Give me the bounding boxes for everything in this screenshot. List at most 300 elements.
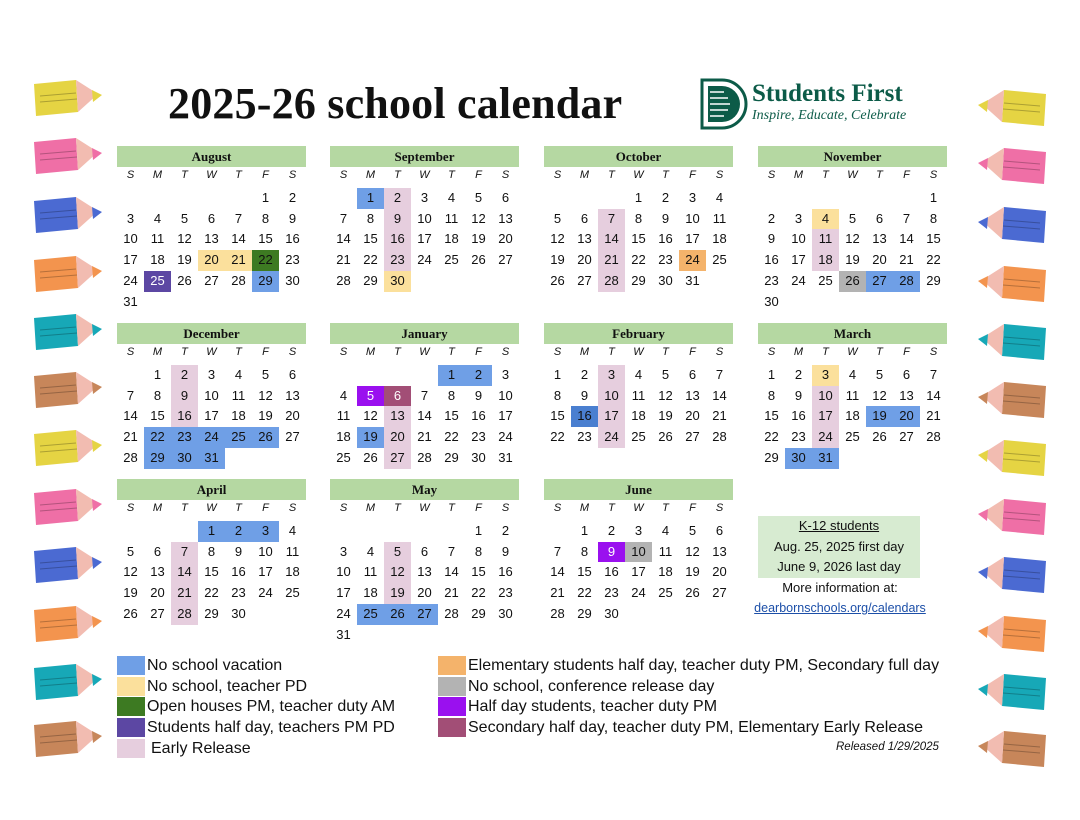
- day-cell: 31: [198, 448, 225, 469]
- weekday-header: S: [339, 502, 348, 514]
- month-days-grid: [330, 344, 519, 469]
- day-cell: 20: [685, 408, 700, 424]
- day-cell: 28: [336, 272, 351, 288]
- day-cell: 21: [225, 250, 252, 271]
- month-january: [330, 323, 519, 469]
- day-cell: 6: [207, 210, 216, 226]
- weekday-header: F: [475, 169, 482, 181]
- weekday-header: M: [793, 346, 804, 358]
- day-cell: 13: [417, 564, 432, 580]
- day-cell: 8: [474, 543, 483, 559]
- day-cell: 14: [926, 387, 941, 403]
- day-cell: 23: [231, 585, 246, 601]
- pencil-icon: [32, 545, 104, 585]
- weekday-header: F: [475, 346, 482, 358]
- weekday-header: S: [553, 346, 562, 358]
- day-cell: 2: [288, 189, 297, 205]
- day-cell: 17: [336, 585, 351, 601]
- pencil-icon: [32, 662, 104, 702]
- month-days-grid: [758, 344, 947, 469]
- day-cell: 24: [258, 585, 273, 601]
- day-cell: 20: [285, 408, 300, 424]
- weekday-header: F: [689, 502, 696, 514]
- day-cell: 24: [679, 250, 706, 271]
- day-cell: 13: [899, 387, 914, 403]
- day-cell: 16: [571, 406, 598, 427]
- day-cell: 14: [123, 408, 138, 424]
- day-cell: 7: [126, 387, 135, 403]
- day-cell: 3: [339, 543, 348, 559]
- info-panel: [752, 516, 928, 619]
- day-cell: 27: [899, 429, 914, 445]
- day-cell: 16: [384, 229, 411, 250]
- month-days-grid: [544, 500, 733, 625]
- day-cell: 2: [580, 366, 589, 382]
- day-cell: 7: [929, 366, 938, 382]
- day-cell: 11: [631, 387, 646, 403]
- day-cell: 10: [417, 210, 432, 226]
- day-cell: 11: [363, 564, 378, 580]
- month-name: February: [544, 323, 733, 344]
- legend-label: Half day students, teacher duty PM: [468, 698, 718, 715]
- pencil-icon: [32, 78, 104, 118]
- legend-label: No school, conference release day: [468, 678, 715, 695]
- day-cell: 15: [204, 564, 219, 580]
- pencil-icon: [976, 614, 1048, 654]
- day-cell: 18: [812, 250, 839, 271]
- day-cell: 28: [171, 604, 198, 625]
- month-name: January: [330, 323, 519, 344]
- day-cell: 22: [631, 252, 646, 268]
- month-days-grid: [117, 167, 306, 313]
- day-cell: 12: [471, 210, 486, 226]
- day-cell: 18: [845, 408, 860, 424]
- day-cell: 10: [123, 231, 138, 247]
- empty-cell: [544, 521, 571, 542]
- day-cell: 1: [153, 366, 162, 382]
- day-cell: 28: [550, 605, 565, 621]
- weekday-header: T: [448, 346, 455, 358]
- weekday-header: T: [181, 169, 188, 181]
- day-cell: 4: [848, 366, 857, 382]
- weekday-header: M: [579, 346, 590, 358]
- day-cell: 21: [550, 585, 565, 601]
- weekday-header: W: [847, 169, 858, 181]
- day-cell: 25: [818, 272, 833, 288]
- day-cell: 22: [550, 429, 565, 445]
- weekday-header: S: [501, 346, 510, 358]
- empty-cell: [171, 188, 198, 209]
- day-cell: 7: [234, 210, 243, 226]
- day-cell: 2: [794, 366, 803, 382]
- day-cell: 24: [498, 429, 513, 445]
- day-cell: 22: [363, 252, 378, 268]
- day-cell: 21: [926, 408, 941, 424]
- day-cell: 7: [553, 543, 562, 559]
- day-cell: 4: [715, 189, 724, 205]
- day-cell: 10: [685, 210, 700, 226]
- day-cell: 2: [225, 521, 252, 542]
- day-cell: 18: [658, 564, 673, 580]
- weekday-header: T: [394, 502, 401, 514]
- day-cell: 16: [171, 406, 198, 427]
- weekday-header: T: [662, 169, 669, 181]
- weekday-header: T: [181, 502, 188, 514]
- empty-cell: [544, 188, 571, 209]
- day-cell: 29: [471, 605, 486, 621]
- day-cell: 16: [231, 564, 246, 580]
- month-name: June: [544, 479, 733, 500]
- empty-cell: [839, 188, 866, 209]
- day-cell: 23: [791, 429, 806, 445]
- day-cell: 12: [123, 564, 138, 580]
- day-cell: 4: [153, 210, 162, 226]
- day-cell: 5: [126, 543, 135, 559]
- day-cell: 30: [471, 449, 486, 465]
- weekday-header: S: [288, 502, 297, 514]
- weekday-header: M: [365, 502, 376, 514]
- day-cell: 17: [791, 252, 806, 268]
- day-cell: 25: [285, 585, 300, 601]
- day-cell: 27: [204, 272, 219, 288]
- day-cell: 6: [501, 189, 510, 205]
- day-cell: 6: [288, 366, 297, 382]
- day-cell: 24: [812, 427, 839, 448]
- day-cell: 23: [285, 252, 300, 268]
- empty-cell: [330, 188, 357, 209]
- month-days-grid: [117, 500, 306, 625]
- weekday-header: S: [339, 169, 348, 181]
- day-cell: 5: [357, 386, 384, 407]
- day-cell: 29: [577, 605, 592, 621]
- legend-label: Secondary half day, teacher duty PM, Elementary Early Release: [468, 719, 924, 736]
- k12-heading: K-12 students: [798, 518, 880, 533]
- weekday-header: T: [181, 346, 188, 358]
- day-cell: 5: [384, 542, 411, 563]
- weekday-header: W: [633, 346, 644, 358]
- legend-label: Students half day, teachers PM PD: [147, 719, 395, 736]
- weekday-header: F: [262, 346, 269, 358]
- day-cell: 26: [550, 272, 565, 288]
- empty-cell: [357, 365, 384, 386]
- day-cell: 16: [285, 231, 300, 247]
- day-cell: 27: [712, 585, 727, 601]
- day-cell: 8: [366, 210, 375, 226]
- day-cell: 6: [580, 210, 589, 226]
- day-cell: 22: [144, 427, 171, 448]
- weekday-header: W: [419, 346, 430, 358]
- weekday-header: S: [501, 169, 510, 181]
- logo-tagline: Inspire, Educate, Celebrate: [752, 108, 907, 123]
- weekday-header: F: [262, 502, 269, 514]
- empty-cell: [866, 188, 893, 209]
- day-cell: 23: [471, 429, 486, 445]
- calendars-link[interactable]: dearbornschools.org/calendars: [754, 601, 926, 615]
- day-cell: 5: [688, 522, 697, 538]
- day-cell: 13: [872, 231, 887, 247]
- day-cell: 16: [764, 252, 779, 268]
- weekday-header: T: [822, 169, 829, 181]
- legend-swatch: [117, 697, 145, 716]
- day-cell: 27: [411, 604, 438, 625]
- weekday-header: M: [152, 346, 163, 358]
- day-cell: 22: [926, 252, 941, 268]
- day-cell: 3: [252, 521, 279, 542]
- day-cell: 28: [231, 272, 246, 288]
- day-cell: 13: [204, 231, 219, 247]
- weekday-header: T: [608, 169, 615, 181]
- day-cell: 5: [875, 366, 884, 382]
- day-cell: 20: [498, 231, 513, 247]
- day-cell: 27: [150, 605, 165, 621]
- day-cell: 10: [791, 231, 806, 247]
- month-february: [544, 323, 733, 448]
- day-cell: 25: [712, 252, 727, 268]
- weekday-header: T: [662, 502, 669, 514]
- day-cell: 2: [465, 365, 492, 386]
- day-cell: 29: [631, 272, 646, 288]
- day-cell: 15: [444, 408, 459, 424]
- empty-cell: [598, 188, 625, 209]
- day-cell: 21: [336, 252, 351, 268]
- day-cell: 8: [261, 210, 270, 226]
- day-cell: 18: [631, 408, 646, 424]
- day-cell: 23: [577, 429, 592, 445]
- month-name: December: [117, 323, 306, 344]
- month-name: May: [330, 479, 519, 500]
- day-cell: 20: [577, 252, 592, 268]
- day-cell: 16: [658, 231, 673, 247]
- day-cell: 22: [471, 585, 486, 601]
- empty-cell: [384, 521, 411, 542]
- day-cell: 18: [231, 408, 246, 424]
- day-cell: 7: [339, 210, 348, 226]
- empty-cell: [330, 521, 357, 542]
- day-cell: 22: [252, 250, 279, 271]
- weekday-header: S: [767, 346, 776, 358]
- day-cell: 28: [893, 271, 920, 292]
- day-cell: 19: [685, 564, 700, 580]
- day-cell: 2: [171, 365, 198, 386]
- day-cell: 7: [447, 543, 456, 559]
- day-cell: 3: [634, 522, 643, 538]
- weekday-header: T: [822, 346, 829, 358]
- weekday-header: T: [448, 169, 455, 181]
- weekday-header: M: [152, 169, 163, 181]
- day-cell: 18: [285, 564, 300, 580]
- day-cell: 24: [123, 272, 138, 288]
- month-days-grid: [758, 167, 947, 313]
- day-cell: 2: [501, 522, 510, 538]
- day-cell: 13: [150, 564, 165, 580]
- weekday-header: M: [152, 502, 163, 514]
- day-cell: 24: [336, 605, 351, 621]
- day-cell: 26: [685, 585, 700, 601]
- day-cell: 19: [258, 408, 273, 424]
- day-cell: 20: [872, 252, 887, 268]
- dearborn-logo-icon: [700, 78, 748, 130]
- day-cell: 8: [207, 543, 216, 559]
- day-cell: 6: [688, 366, 697, 382]
- day-cell: 26: [123, 605, 138, 621]
- weekday-header: W: [419, 169, 430, 181]
- day-cell: 27: [285, 429, 300, 445]
- pencil-icon: [32, 428, 104, 468]
- day-cell: 19: [658, 408, 673, 424]
- month-days-grid: [330, 500, 519, 646]
- day-cell: 30: [785, 448, 812, 469]
- day-cell: 9: [234, 543, 243, 559]
- day-cell: 18: [150, 252, 165, 268]
- month-name: September: [330, 146, 519, 167]
- day-cell: 15: [577, 564, 592, 580]
- legend-swatch: [438, 697, 466, 716]
- last-day-text: June 9, 2026 last day: [777, 559, 901, 574]
- day-cell: 21: [123, 429, 138, 445]
- day-cell: 30: [285, 272, 300, 288]
- legend-label: No school vacation: [147, 657, 283, 674]
- weekday-header: F: [689, 346, 696, 358]
- legend-swatch: [117, 718, 145, 737]
- day-cell: 1: [580, 522, 589, 538]
- day-cell: 21: [712, 408, 727, 424]
- weekday-header: T: [394, 346, 401, 358]
- day-cell: 26: [471, 252, 486, 268]
- day-cell: 19: [357, 427, 384, 448]
- day-cell: 15: [764, 408, 779, 424]
- day-cell: 23: [498, 585, 513, 601]
- day-cell: 11: [845, 387, 860, 403]
- day-cell: 24: [598, 427, 625, 448]
- weekday-header: S: [767, 169, 776, 181]
- weekday-header: T: [662, 346, 669, 358]
- day-cell: 1: [929, 189, 938, 205]
- day-cell: 4: [634, 366, 643, 382]
- day-cell: 27: [685, 429, 700, 445]
- day-cell: 21: [899, 252, 914, 268]
- day-cell: 29: [444, 449, 459, 465]
- pencil-icon: [976, 264, 1048, 304]
- day-cell: 12: [258, 387, 273, 403]
- day-cell: 4: [366, 543, 375, 559]
- day-cell: 22: [764, 429, 779, 445]
- day-cell: 23: [171, 427, 198, 448]
- day-cell: 12: [550, 231, 565, 247]
- day-cell: 15: [926, 231, 941, 247]
- day-cell: 19: [845, 252, 860, 268]
- day-cell: 28: [417, 449, 432, 465]
- weekday-header: M: [579, 502, 590, 514]
- weekday-header: S: [715, 169, 724, 181]
- day-cell: 17: [812, 406, 839, 427]
- day-cell: 8: [153, 387, 162, 403]
- day-cell: 17: [598, 406, 625, 427]
- day-cell: 29: [764, 449, 779, 465]
- empty-cell: [438, 521, 465, 542]
- day-cell: 24: [791, 272, 806, 288]
- legend-label: Elementary students half day, teacher duty PM, Secondary full day: [468, 657, 940, 674]
- day-cell: 9: [501, 543, 510, 559]
- day-cell: 10: [812, 386, 839, 407]
- day-cell: 11: [712, 210, 727, 226]
- day-cell: 14: [550, 564, 565, 580]
- day-cell: 26: [872, 429, 887, 445]
- day-cell: 20: [150, 585, 165, 601]
- day-cell: 28: [712, 429, 727, 445]
- day-cell: 22: [444, 429, 459, 445]
- day-cell: 9: [474, 387, 483, 403]
- day-cell: 11: [444, 210, 459, 226]
- day-cell: 7: [902, 210, 911, 226]
- day-cell: 17: [258, 564, 273, 580]
- day-cell: 14: [899, 231, 914, 247]
- day-cell: 10: [204, 387, 219, 403]
- weekday-header: T: [448, 502, 455, 514]
- day-cell: 21: [171, 583, 198, 604]
- day-cell: 26: [363, 449, 378, 465]
- weekday-header: T: [235, 346, 242, 358]
- day-cell: 3: [501, 366, 510, 382]
- day-cell: 15: [258, 231, 273, 247]
- day-cell: 14: [444, 564, 459, 580]
- day-cell: 11: [336, 408, 351, 424]
- legend-swatch: [117, 677, 145, 696]
- day-cell: 3: [598, 365, 625, 386]
- day-cell: 13: [712, 543, 727, 559]
- day-cell: 25: [144, 271, 171, 292]
- weekday-header: T: [876, 346, 883, 358]
- legend-label: Open houses PM, teacher duty AM: [147, 698, 396, 715]
- day-cell: 31: [498, 449, 513, 465]
- month-april: [117, 479, 306, 625]
- day-cell: 12: [685, 543, 700, 559]
- day-cell: 21: [444, 585, 459, 601]
- day-cell: 13: [384, 406, 411, 427]
- district-logo: [700, 78, 910, 132]
- day-cell: 5: [553, 210, 562, 226]
- day-cell: 18: [363, 585, 378, 601]
- weekday-header: M: [365, 346, 376, 358]
- day-cell: 15: [471, 564, 486, 580]
- day-cell: 28: [926, 429, 941, 445]
- day-cell: 19: [550, 252, 565, 268]
- weekday-header: S: [126, 169, 135, 181]
- page-title: 2025-26 school calendar: [168, 79, 623, 128]
- day-cell: 19: [866, 406, 893, 427]
- day-cell: 11: [231, 387, 246, 403]
- day-cell: 30: [171, 448, 198, 469]
- day-cell: 1: [767, 366, 776, 382]
- day-cell: 25: [631, 429, 646, 445]
- weekday-header: T: [876, 169, 883, 181]
- weekday-header: T: [235, 169, 242, 181]
- day-cell: 27: [866, 271, 893, 292]
- day-cell: 8: [767, 387, 776, 403]
- day-cell: 6: [420, 543, 429, 559]
- empty-cell: [357, 521, 384, 542]
- day-cell: 2: [607, 522, 616, 538]
- empty-cell: [144, 521, 171, 542]
- day-cell: 20: [417, 585, 432, 601]
- month-june: [544, 479, 733, 625]
- day-cell: 2: [384, 188, 411, 209]
- legend-swatch: [117, 656, 145, 675]
- weekday-header: W: [419, 502, 430, 514]
- day-cell: 7: [715, 366, 724, 382]
- pencil-icon: [32, 604, 104, 644]
- month-days-grid: [544, 344, 733, 448]
- day-cell: 9: [661, 210, 670, 226]
